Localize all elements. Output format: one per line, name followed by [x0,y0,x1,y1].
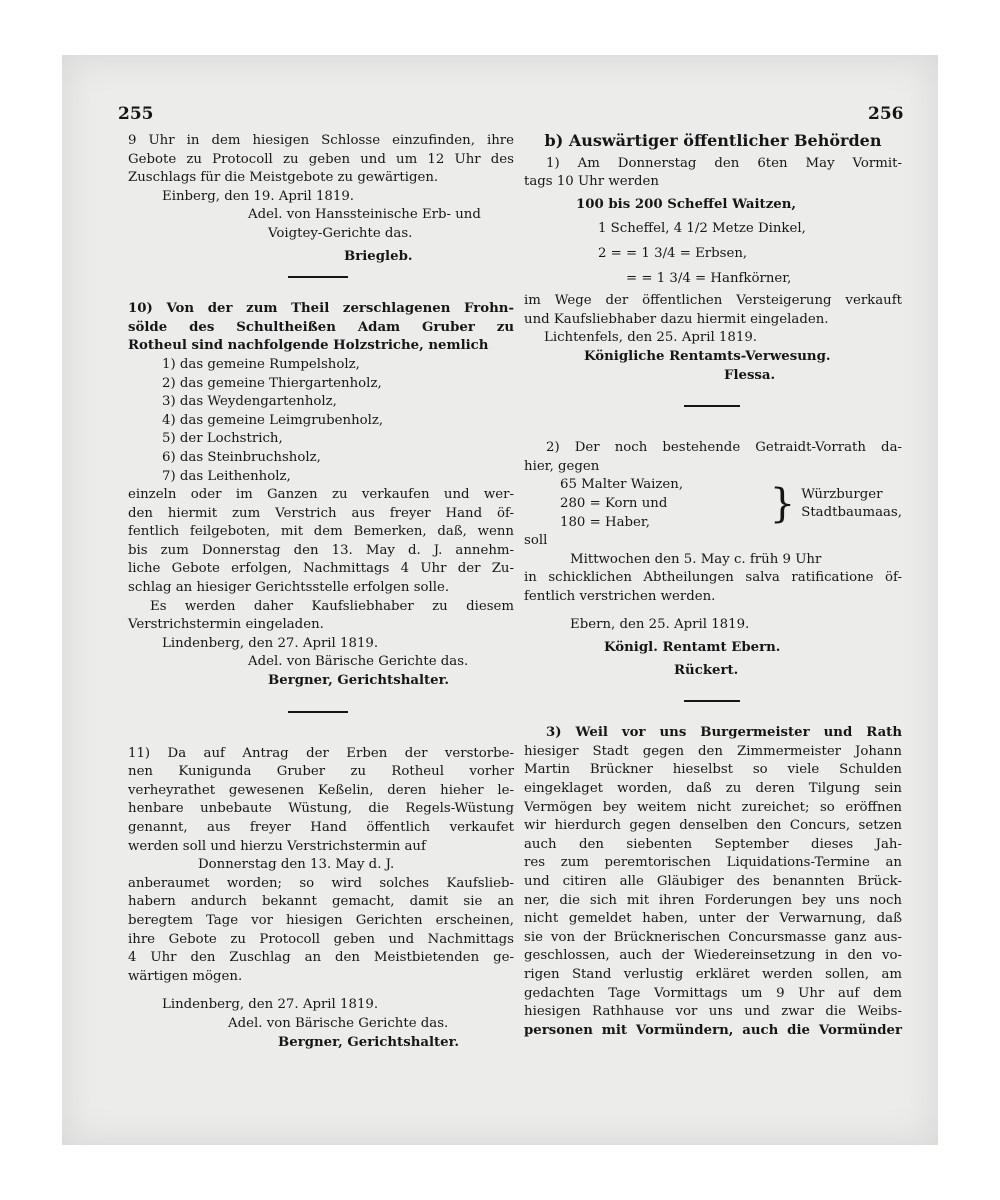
body-line: Es werden daher Kaufsliebhaber zu diesem [150,598,514,614]
notice-line: nen Kunigunda Gruber zu Rotheul vorher [128,764,514,780]
date-line: Lindenberg, den 27. April 1819. [162,997,379,1013]
notice-line: ner, die sich mit ihren Forderungen bey uns noch [524,892,902,908]
notice-line: geschlossen, auch der Wiedereinsetzung in den vo- [524,948,902,964]
notice-line: 3) Weil vor uns Burgermeister und Rath [546,725,902,741]
notice-line: hiesiger Stadt gegen den Zimmermeister Johann [524,743,902,759]
notice-line: auch den siebenten September dieses Jah- [524,836,902,852]
notice-line: 10) Von der zum Theil zerschlagenen Frohn- [128,301,514,317]
body-line: einzeln oder im Ganzen zu verkaufen und wer- [128,487,514,503]
notice-line: eingeklaget worden, daß zu deren Tilgung sein [524,781,902,797]
top-notice [128,132,514,266]
notice-line: res zum peremtorischen Liquidations-Termine an [524,855,902,871]
body-line: bis zum Donnerstag den 13. May d. J. annehm- [128,542,514,558]
notice-line: gedachten Tage Vormittags um 9 Uhr auf dem [524,985,902,1001]
date-line: Lichtenfels, den 25. April 1819. [544,330,758,346]
notice-line: Vermögen bey weitem nicht zureichet; so eröffnen [524,799,902,815]
page-number-right: 256 [868,104,904,124]
body-line: im Wege der öffentlichen Versteigerung verkauft [524,293,902,309]
soll-word: soll [524,533,548,549]
goods-line: 1 Scheffel, 4 1/2 Metze Dinkel, [598,221,806,237]
notice-line: wir hierdurch gegen denselben den Concurs, setzen [524,818,902,834]
page-number-left: 255 [118,104,154,124]
authority-line: Adel. von Bärische Gerichte das. [228,1015,449,1031]
divider [288,711,348,713]
left-column [128,132,514,1052]
notice-line: 2) Der noch bestehende Getraidt-Vorrath da- [546,440,902,456]
notice-line: hiesigen Rathhause vor uns und zwar die Weibs- [524,1004,902,1020]
goods-line: 100 bis 200 Scheffel Waitzen, [576,196,797,212]
body-line: wärtigen mögen. [128,968,243,984]
authority-line: Adel. von Bärische Gerichte das. [248,654,469,670]
body-line: ihre Gebote zu Protocoll geben und Nachmittags [128,931,514,947]
grain-row: 180 = Haber, [560,514,651,530]
notice-1 [524,155,902,386]
date-line: Ebern, den 25. April 1819. [570,617,750,633]
notice-11 [128,745,514,1053]
notice-line: Rotheul sind nachfolgende Holzstriche, nemlich [128,338,489,354]
notice-line: genannt, aus freyer Hand öffentlich verkaufet [128,820,514,835]
notice-line: 1) Am Donnerstag den 6ten May Vormit- [546,155,902,171]
notice-line: Martin Brückner hieselbst so viele Schulden [524,762,902,778]
notice-line: Gebote zu Protocoll zu geben und um 12 Uhr des [128,151,514,167]
body-line: fentlich verstrichen werden. [524,588,716,604]
list-item: 6) das Steinbruchsholz, [162,449,321,465]
notice-3 [524,724,902,1040]
authority-line: Königliche Rentamts-Verwesung. [584,348,831,364]
notice-line: personen mit Vormündern, auch die Vormünder [524,1022,902,1038]
brace-icon: } [769,481,796,528]
divider [684,405,740,407]
body-line: habern andurch bekannt gemacht, damit sie an [128,894,514,910]
body-line: Verstrichstermin eingeladen. [128,617,324,633]
notice-line: sie von der Brücknerischen Concursmasse ganz aus- [524,929,902,945]
authority-line: Voigtey-Gerichte das. [268,225,413,241]
list-item: 2) das gemeine Thiergartenholz, [162,375,382,391]
measure-label: Stadtbaumaas, [801,505,902,521]
notice-line: 9 Uhr in dem hiesigen Schlosse einzufinden, ihre [128,133,514,148]
signature: Bergner, Gerichtshalter. [278,1034,460,1050]
list-item: 5) der Lochstrich, [162,431,283,447]
notice-line: sölde des Schultheißen Adam Gruber zu [128,319,514,335]
list-item: 7) das Leithenholz, [162,468,291,484]
signature: Briegleb. [344,248,413,264]
goods-line: 2 = = 1 3/4 = Erbsen, [598,245,748,261]
body-line: schlag an hiesiger Gerichtsstelle erfolgen solle. [128,580,450,596]
notice-10 [128,300,514,690]
notice-line: und citiren alle Gläubiger des benannten Brück- [524,874,902,889]
notice-2 [524,439,902,680]
date-line: Einberg, den 19. April 1819. [162,188,355,204]
notice-line: tags 10 Uhr werden [524,174,659,190]
body-line: anberaumet worden; so wird solches Kaufslieb- [128,875,514,891]
list-item: 1) das gemeine Rumpelsholz, [162,356,360,372]
notice-line: henbare unbebaute Wüstung, die Regels-Wüstung [128,801,514,817]
notice-line: werden soll und hierzu Verstrichstermin auf [128,838,426,854]
body-line: Mittwochen den 5. May c. früh 9 Uhr [570,551,822,567]
signature: Flessa. [724,367,776,383]
goods-line: = = 1 3/4 = Hanfkörner, [626,270,792,286]
notice-line: Zuschlags für die Meistgebote zu gewärtigen. [128,170,439,186]
list-item: 4) das gemeine Leimgrubenholz, [162,412,384,428]
body-line: und Kaufsliebhaber dazu hiermit eingeladen. [524,311,829,327]
right-column [524,132,902,1040]
body-line: beregtem Tage vor hiesigen Gerichten erscheinen, [128,912,514,928]
notice-line: hier, gegen [524,458,600,474]
notice-line: 11) Da auf Antrag der Erben der verstorbe- [128,745,514,761]
body-line: liche Gebote erfolgen, Nachmittags 4 Uhr der Zu- [128,561,514,577]
signature: Bergner, Gerichtshalter. [268,673,450,689]
authority-line: Königl. Rentamt Ebern. [604,640,781,656]
divider [288,276,348,278]
body-line: 4 Uhr den Zuschlag an den Meistbietenden ge- [128,950,514,966]
body-line: fentlich feilgeboten, mit dem Bemerken, daß, wenn [128,524,514,540]
body-line: den hiermit zum Verstrich aus freyer Hand öf- [128,505,514,521]
date-line: Lindenberg, den 27. April 1819. [162,635,379,651]
grain-row: 280 = Korn und [560,495,668,511]
notice-line: verheyrathet gewesenen Keßelin, deren hieher le- [128,782,514,798]
grain-table [524,476,902,532]
signature: Rückert. [674,662,739,678]
notice-line: nicht gemeldet haben, unter der Verwarnung, daß [524,911,902,927]
notice-line: rigen Stand verlustig erkläret werden sollen, am [524,966,902,982]
authority-line: Adel. von Hanssteinische Erb- und [248,207,481,223]
grain-row: 65 Malter Waizen, [560,477,684,493]
list-item: 3) das Weydengartenholz, [162,394,337,410]
divider [684,700,740,702]
body-line: in schicklichen Abtheilungen salva ratificatione öf- [524,570,902,586]
section-heading: b) Auswärtiger öffentlicher Behörden [544,131,882,150]
center-line: Donnerstag den 13. May d. J. [198,857,395,873]
measure-label: Würzburger [801,487,883,503]
